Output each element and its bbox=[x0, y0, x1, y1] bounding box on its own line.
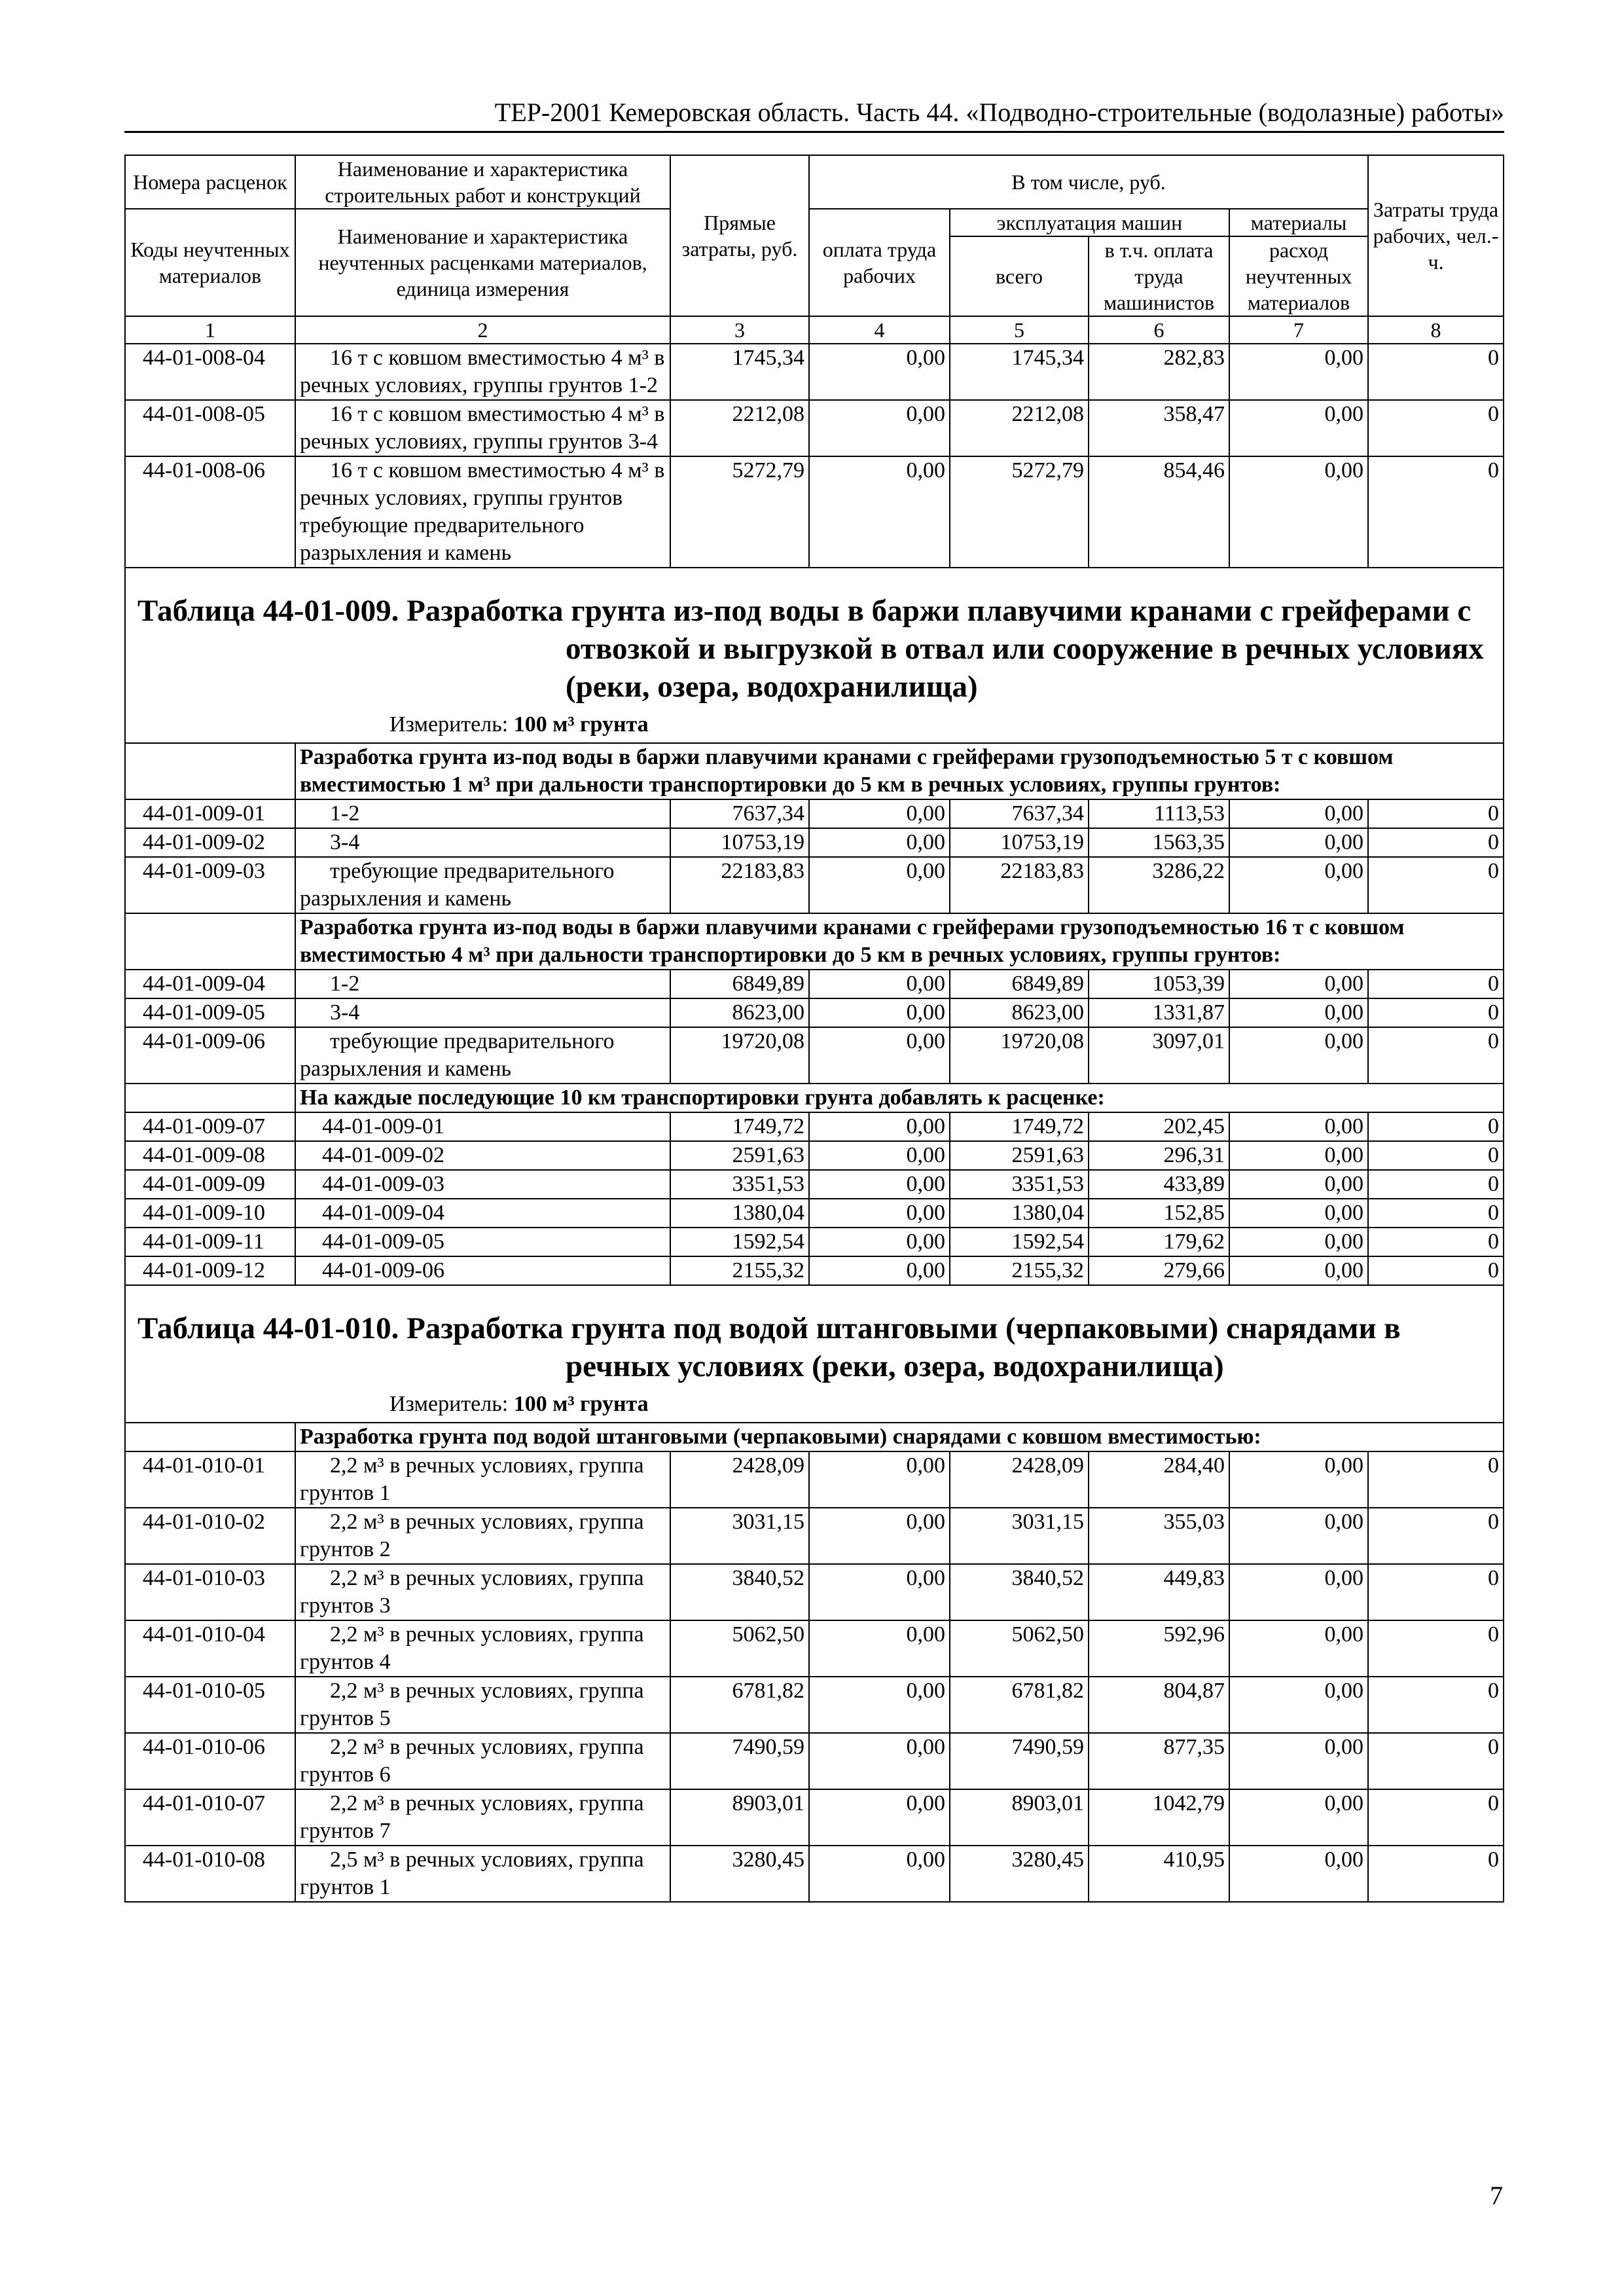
header-rule bbox=[124, 131, 1504, 133]
labor-hours: 0 bbox=[1368, 344, 1504, 400]
subheader-row bbox=[125, 1423, 1504, 1451]
col-header-oplata: оплата труда рабочих bbox=[809, 209, 950, 316]
materials-cost: 0,00 bbox=[1229, 1620, 1368, 1677]
labor-hours: 0 bbox=[1368, 799, 1504, 828]
rate-code: 44-01-009-12 bbox=[125, 1256, 295, 1285]
labor-cost: 0,00 bbox=[809, 1027, 950, 1084]
materials-cost: 0,00 bbox=[1229, 1564, 1368, 1620]
subheader-spacer bbox=[125, 913, 295, 970]
machine-cost: 2428,09 bbox=[950, 1451, 1089, 1508]
rate-name: 16 т с ковшом вместимостью 4 м³ в речных условиях, группы грунтов требующие предварительного разрыхления и камень bbox=[295, 456, 670, 568]
rate-name: 2,2 м³ в речных условиях, группа грунтов 2 bbox=[295, 1508, 670, 1564]
rate-name: 3-4 bbox=[295, 828, 670, 857]
rate-code: 44-01-010-03 bbox=[125, 1564, 295, 1620]
table-row bbox=[125, 1677, 1504, 1733]
table-row bbox=[125, 400, 1504, 456]
direct-cost: 3280,45 bbox=[670, 1846, 809, 1902]
table-row bbox=[125, 1620, 1504, 1677]
machine-cost: 2212,08 bbox=[950, 400, 1089, 456]
materials-cost: 0,00 bbox=[1229, 1141, 1368, 1170]
labor-cost: 0,00 bbox=[809, 1564, 950, 1620]
direct-cost: 2428,09 bbox=[670, 1451, 809, 1508]
labor-hours: 0 bbox=[1368, 1564, 1504, 1620]
column-number: 8 bbox=[1368, 316, 1504, 344]
table-row bbox=[125, 799, 1504, 828]
rate-name: 16 т с ковшом вместимостью 4 м³ в речных условиях, группы грунтов 3-4 bbox=[295, 400, 670, 456]
labor-cost: 0,00 bbox=[809, 998, 950, 1027]
materials-cost: 0,00 bbox=[1229, 1112, 1368, 1141]
rate-name: 44-01-009-01 bbox=[295, 1112, 670, 1141]
subheader-row bbox=[125, 1084, 1504, 1112]
table-row bbox=[125, 1256, 1504, 1285]
table-row bbox=[125, 1141, 1504, 1170]
labor-hours: 0 bbox=[1368, 1199, 1504, 1228]
rate-code: 44-01-009-07 bbox=[125, 1112, 295, 1141]
labor-hours: 0 bbox=[1368, 1141, 1504, 1170]
labor-cost: 0,00 bbox=[809, 1141, 950, 1170]
machinist-labor-cost: 358,47 bbox=[1089, 400, 1229, 456]
rate-code: 44-01-009-03 bbox=[125, 857, 295, 913]
machinist-labor-cost: 3097,01 bbox=[1089, 1027, 1229, 1084]
col-header-nomera: Номера расценок bbox=[125, 155, 295, 209]
direct-cost: 1745,34 bbox=[670, 344, 809, 400]
rate-name: 3-4 bbox=[295, 998, 670, 1027]
machinist-labor-cost: 284,40 bbox=[1089, 1451, 1229, 1508]
machinist-labor-cost: 1331,87 bbox=[1089, 998, 1229, 1027]
table-010-title-row bbox=[125, 1285, 1504, 1423]
unit-label: Измеритель: bbox=[389, 712, 509, 737]
machine-cost: 8903,01 bbox=[950, 1789, 1089, 1846]
materials-cost: 0,00 bbox=[1229, 799, 1368, 828]
labor-cost: 0,00 bbox=[809, 456, 950, 568]
materials-cost: 0,00 bbox=[1229, 1170, 1368, 1199]
table-row bbox=[125, 456, 1504, 568]
table-row bbox=[125, 857, 1504, 913]
machine-cost: 19720,08 bbox=[950, 1027, 1089, 1084]
table-row bbox=[125, 970, 1504, 998]
table-010-unit bbox=[389, 1391, 1491, 1418]
rate-name: 44-01-009-04 bbox=[295, 1199, 670, 1228]
labor-hours: 0 bbox=[1368, 400, 1504, 456]
machine-cost: 2155,32 bbox=[950, 1256, 1089, 1285]
machine-cost: 2591,63 bbox=[950, 1141, 1089, 1170]
materials-cost: 0,00 bbox=[1229, 1846, 1368, 1902]
labor-hours: 0 bbox=[1368, 828, 1504, 857]
labor-hours: 0 bbox=[1368, 970, 1504, 998]
machine-cost: 3031,15 bbox=[950, 1508, 1089, 1564]
table-009-title: Таблица 44-01-009. Разработка грунта из-под воды в баржи плавучими кранами с грейферами с отвозкой и выгрузкой в отвал или сооружение в речных условиях (реки, озера, водохранилища) bbox=[137, 594, 1484, 704]
direct-cost: 7637,34 bbox=[670, 799, 809, 828]
col-header-zatraty: Затраты труда рабочих, чел.-ч. bbox=[1368, 155, 1504, 316]
table-row bbox=[125, 1733, 1504, 1789]
labor-hours: 0 bbox=[1368, 1451, 1504, 1508]
column-number: 4 bbox=[809, 316, 950, 344]
labor-cost: 0,00 bbox=[809, 344, 950, 400]
rate-name: 1-2 bbox=[295, 970, 670, 998]
direct-cost: 5272,79 bbox=[670, 456, 809, 568]
machine-cost: 7490,59 bbox=[950, 1733, 1089, 1789]
rate-code: 44-01-010-04 bbox=[125, 1620, 295, 1677]
col-header-kody: Коды неучтенных материалов bbox=[125, 209, 295, 316]
direct-cost: 2591,63 bbox=[670, 1141, 809, 1170]
column-number: 5 bbox=[950, 316, 1089, 344]
rate-name: 2,2 м³ в речных условиях, группа грунтов 3 bbox=[295, 1564, 670, 1620]
machinist-labor-cost: 152,85 bbox=[1089, 1199, 1229, 1228]
column-number: 1 bbox=[125, 316, 295, 344]
machinist-labor-cost: 355,03 bbox=[1089, 1508, 1229, 1564]
machine-cost: 6849,89 bbox=[950, 970, 1089, 998]
machinist-labor-cost: 296,31 bbox=[1089, 1141, 1229, 1170]
col-header-pryamye: Прямые затраты, руб. bbox=[670, 155, 809, 316]
table-row bbox=[125, 1564, 1504, 1620]
col-header-v-t-ch: в т.ч. оплата труда машинистов bbox=[1089, 236, 1229, 316]
materials-cost: 0,00 bbox=[1229, 400, 1368, 456]
machine-cost: 1745,34 bbox=[950, 344, 1089, 400]
machine-cost: 6781,82 bbox=[950, 1677, 1089, 1733]
rate-code: 44-01-009-01 bbox=[125, 799, 295, 828]
rate-code: 44-01-009-11 bbox=[125, 1228, 295, 1256]
direct-cost: 6849,89 bbox=[670, 970, 809, 998]
labor-cost: 0,00 bbox=[809, 1733, 950, 1789]
column-number: 2 bbox=[295, 316, 670, 344]
machine-cost: 3280,45 bbox=[950, 1846, 1089, 1902]
labor-cost: 0,00 bbox=[809, 1199, 950, 1228]
rate-name: 44-01-009-05 bbox=[295, 1228, 670, 1256]
labor-hours: 0 bbox=[1368, 1789, 1504, 1846]
machinist-labor-cost: 1113,53 bbox=[1089, 799, 1229, 828]
column-number: 3 bbox=[670, 316, 809, 344]
labor-hours: 0 bbox=[1368, 998, 1504, 1027]
col-header-v-tom-chisle: В том числе, руб. bbox=[809, 155, 1368, 209]
rate-code: 44-01-008-05 bbox=[125, 400, 295, 456]
labor-cost: 0,00 bbox=[809, 1451, 950, 1508]
machine-cost: 1592,54 bbox=[950, 1228, 1089, 1256]
table-010-title: Таблица 44-01-010. Разработка грунта под водой штанговыми (черпаковыми) снарядами в речных условиях (реки, озера, водохранилища) bbox=[137, 1311, 1401, 1383]
rate-code: 44-01-008-04 bbox=[125, 344, 295, 400]
unit-value: 100 м³ грунта bbox=[513, 712, 649, 737]
rate-code: 44-01-010-06 bbox=[125, 1733, 295, 1789]
col-header-rashod: расход неучтенных материалов bbox=[1229, 236, 1368, 316]
direct-cost: 22183,83 bbox=[670, 857, 809, 913]
labor-cost: 0,00 bbox=[809, 1508, 950, 1564]
machine-cost: 3840,52 bbox=[950, 1564, 1089, 1620]
table-009-title-row bbox=[125, 568, 1504, 743]
table-009-title-cell bbox=[125, 568, 1504, 743]
table-row bbox=[125, 1789, 1504, 1846]
rate-name: 44-01-009-02 bbox=[295, 1141, 670, 1170]
col-header-naimenovanie-materialov: Наименование и характеристика неучтенных расценками материалов, единица измерения bbox=[295, 209, 670, 316]
rate-code: 44-01-009-09 bbox=[125, 1170, 295, 1199]
rate-code: 44-01-010-02 bbox=[125, 1508, 295, 1564]
labor-cost: 0,00 bbox=[809, 857, 950, 913]
labor-cost: 0,00 bbox=[809, 1256, 950, 1285]
labor-hours: 0 bbox=[1368, 1228, 1504, 1256]
machinist-labor-cost: 410,95 bbox=[1089, 1846, 1229, 1902]
subheader-text: Разработка грунта из-под воды в баржи плавучими кранами с грейферами грузоподъемностью 5 т с ковшом вместимостью 1 м³ при дальности транспортировки до 5 км в речных условиях, группы грунтов: bbox=[295, 743, 1504, 799]
machinist-labor-cost: 279,66 bbox=[1089, 1256, 1229, 1285]
rate-name: требующие предварительного разрыхления и камень bbox=[295, 1027, 670, 1084]
labor-hours: 0 bbox=[1368, 1846, 1504, 1902]
materials-cost: 0,00 bbox=[1229, 1256, 1368, 1285]
materials-cost: 0,00 bbox=[1229, 998, 1368, 1027]
direct-cost: 6781,82 bbox=[670, 1677, 809, 1733]
direct-cost: 3840,52 bbox=[670, 1564, 809, 1620]
machinist-labor-cost: 3286,22 bbox=[1089, 857, 1229, 913]
labor-cost: 0,00 bbox=[809, 970, 950, 998]
rate-code: 44-01-008-06 bbox=[125, 456, 295, 568]
direct-cost: 3031,15 bbox=[670, 1508, 809, 1564]
machine-cost: 1380,04 bbox=[950, 1199, 1089, 1228]
rate-code: 44-01-010-08 bbox=[125, 1846, 295, 1902]
col-header-materialy: материалы bbox=[1229, 209, 1368, 236]
machine-cost: 22183,83 bbox=[950, 857, 1089, 913]
labor-hours: 0 bbox=[1368, 857, 1504, 913]
machine-cost: 10753,19 bbox=[950, 828, 1089, 857]
direct-cost: 2155,32 bbox=[670, 1256, 809, 1285]
rate-name: 2,2 м³ в речных условиях, группа грунтов 1 bbox=[295, 1451, 670, 1508]
document-header-title: ТЕР-2001 Кемеровская область. Часть 44. «Подводно-строительные (водолазные) работы» bbox=[494, 98, 1504, 127]
subheader-row bbox=[125, 913, 1504, 970]
labor-hours: 0 bbox=[1368, 1733, 1504, 1789]
labor-hours: 0 bbox=[1368, 1027, 1504, 1084]
unit-label: Измеритель: bbox=[389, 1392, 509, 1416]
rate-name: 1-2 bbox=[295, 799, 670, 828]
labor-hours: 0 bbox=[1368, 1677, 1504, 1733]
table-row bbox=[125, 1451, 1504, 1508]
table-row bbox=[125, 1228, 1504, 1256]
labor-hours: 0 bbox=[1368, 1508, 1504, 1564]
materials-cost: 0,00 bbox=[1229, 456, 1368, 568]
rate-code: 44-01-009-04 bbox=[125, 970, 295, 998]
direct-cost: 7490,59 bbox=[670, 1733, 809, 1789]
col-header-naimenovanie: Наименование и характеристика строительных работ и конструкций bbox=[295, 155, 670, 209]
column-number: 7 bbox=[1229, 316, 1368, 344]
materials-cost: 0,00 bbox=[1229, 344, 1368, 400]
rate-name: 2,5 м³ в речных условиях, группа грунтов 1 bbox=[295, 1846, 670, 1902]
rate-code: 44-01-009-08 bbox=[125, 1141, 295, 1170]
table-row bbox=[125, 1170, 1504, 1199]
table-009-unit bbox=[389, 711, 1491, 738]
labor-hours: 0 bbox=[1368, 1170, 1504, 1199]
labor-hours: 0 bbox=[1368, 1112, 1504, 1141]
machinist-labor-cost: 854,46 bbox=[1089, 456, 1229, 568]
machine-cost: 8623,00 bbox=[950, 998, 1089, 1027]
rate-code: 44-01-009-06 bbox=[125, 1027, 295, 1084]
price-table-frame bbox=[124, 155, 1503, 1903]
direct-cost: 19720,08 bbox=[670, 1027, 809, 1084]
direct-cost: 1592,54 bbox=[670, 1228, 809, 1256]
rate-code: 44-01-009-10 bbox=[125, 1199, 295, 1228]
direct-cost: 1749,72 bbox=[670, 1112, 809, 1141]
machine-cost: 1749,72 bbox=[950, 1112, 1089, 1141]
machine-cost: 5062,50 bbox=[950, 1620, 1089, 1677]
col-header-vsego: всего bbox=[950, 236, 1089, 316]
table-row bbox=[125, 1112, 1504, 1141]
rate-name: требующие предварительного разрыхления и камень bbox=[295, 857, 670, 913]
labor-cost: 0,00 bbox=[809, 1846, 950, 1902]
machinist-labor-cost: 449,83 bbox=[1089, 1564, 1229, 1620]
table-row bbox=[125, 344, 1504, 400]
machine-cost: 3351,53 bbox=[950, 1170, 1089, 1199]
materials-cost: 0,00 bbox=[1229, 1677, 1368, 1733]
rate-name: 44-01-009-03 bbox=[295, 1170, 670, 1199]
labor-hours: 0 bbox=[1368, 1256, 1504, 1285]
direct-cost: 2212,08 bbox=[670, 400, 809, 456]
labor-cost: 0,00 bbox=[809, 1677, 950, 1733]
direct-cost: 5062,50 bbox=[670, 1620, 809, 1677]
machinist-labor-cost: 433,89 bbox=[1089, 1170, 1229, 1199]
subheader-text: На каждые последующие 10 км транспортировки грунта добавлять к расценке: bbox=[295, 1084, 1504, 1112]
labor-cost: 0,00 bbox=[809, 400, 950, 456]
machinist-labor-cost: 877,35 bbox=[1089, 1733, 1229, 1789]
subheader-text: Разработка грунта из-под воды в баржи плавучими кранами с грейферами грузоподъемностью 16 т с ковшом вместимостью 4 м³ при дальности транспортировки до 5 км в речных условиях, группы грунтов: bbox=[295, 913, 1504, 970]
table-row bbox=[125, 1508, 1504, 1564]
labor-cost: 0,00 bbox=[809, 1620, 950, 1677]
rate-name: 2,2 м³ в речных условиях, группа грунтов 6 bbox=[295, 1733, 670, 1789]
header-row-1 bbox=[125, 155, 1504, 209]
materials-cost: 0,00 bbox=[1229, 1733, 1368, 1789]
unit-value: 100 м³ грунта bbox=[513, 1392, 649, 1416]
machinist-labor-cost: 179,62 bbox=[1089, 1228, 1229, 1256]
machinist-labor-cost: 282,83 bbox=[1089, 344, 1229, 400]
subheader-text: Разработка грунта под водой штанговыми (черпаковыми) снарядами с ковшом вместимостью: bbox=[295, 1423, 1504, 1451]
direct-cost: 3351,53 bbox=[670, 1170, 809, 1199]
labor-hours: 0 bbox=[1368, 1620, 1504, 1677]
table-row bbox=[125, 1027, 1504, 1084]
direct-cost: 8903,01 bbox=[670, 1789, 809, 1846]
table-row bbox=[125, 1846, 1504, 1902]
price-table bbox=[124, 155, 1504, 1903]
machinist-labor-cost: 804,87 bbox=[1089, 1677, 1229, 1733]
subheader-row bbox=[125, 743, 1504, 799]
materials-cost: 0,00 bbox=[1229, 857, 1368, 913]
rate-name: 2,2 м³ в речных условиях, группа грунтов 4 bbox=[295, 1620, 670, 1677]
materials-cost: 0,00 bbox=[1229, 1451, 1368, 1508]
table-row bbox=[125, 828, 1504, 857]
materials-cost: 0,00 bbox=[1229, 970, 1368, 998]
labor-cost: 0,00 bbox=[809, 1789, 950, 1846]
price-table-body bbox=[125, 155, 1504, 1902]
machine-cost: 7637,34 bbox=[950, 799, 1089, 828]
rate-name: 2,2 м³ в речных условиях, группа грунтов 5 bbox=[295, 1677, 670, 1733]
header-row-2 bbox=[125, 209, 1504, 236]
rate-code: 44-01-009-02 bbox=[125, 828, 295, 857]
labor-cost: 0,00 bbox=[809, 828, 950, 857]
table-row bbox=[125, 998, 1504, 1027]
direct-cost: 8623,00 bbox=[670, 998, 809, 1027]
direct-cost: 10753,19 bbox=[670, 828, 809, 857]
table-010-title-cell bbox=[125, 1285, 1504, 1423]
materials-cost: 0,00 bbox=[1229, 828, 1368, 857]
rate-name: 16 т с ковшом вместимостью 4 м³ в речных условиях, группы грунтов 1-2 bbox=[295, 344, 670, 400]
materials-cost: 0,00 bbox=[1229, 1789, 1368, 1846]
materials-cost: 0,00 bbox=[1229, 1228, 1368, 1256]
subheader-spacer bbox=[125, 1084, 295, 1112]
subheader-spacer bbox=[125, 743, 295, 799]
machinist-labor-cost: 202,45 bbox=[1089, 1112, 1229, 1141]
rate-code: 44-01-010-05 bbox=[125, 1677, 295, 1733]
materials-cost: 0,00 bbox=[1229, 1027, 1368, 1084]
labor-cost: 0,00 bbox=[809, 1228, 950, 1256]
rate-code: 44-01-010-07 bbox=[125, 1789, 295, 1846]
machine-cost: 5272,79 bbox=[950, 456, 1089, 568]
machinist-labor-cost: 592,96 bbox=[1089, 1620, 1229, 1677]
rate-code: 44-01-010-01 bbox=[125, 1451, 295, 1508]
machinist-labor-cost: 1563,35 bbox=[1089, 828, 1229, 857]
labor-cost: 0,00 bbox=[809, 1170, 950, 1199]
materials-cost: 0,00 bbox=[1229, 1199, 1368, 1228]
direct-cost: 1380,04 bbox=[670, 1199, 809, 1228]
page-number: 7 bbox=[1490, 2181, 1503, 2210]
rate-name: 2,2 м³ в речных условиях, группа грунтов 7 bbox=[295, 1789, 670, 1846]
labor-cost: 0,00 bbox=[809, 799, 950, 828]
column-numbers-row bbox=[125, 316, 1504, 344]
col-header-ekspluatatsiya: эксплуатация машин bbox=[950, 209, 1229, 236]
rate-code: 44-01-009-05 bbox=[125, 998, 295, 1027]
machinist-labor-cost: 1042,79 bbox=[1089, 1789, 1229, 1846]
machinist-labor-cost: 1053,39 bbox=[1089, 970, 1229, 998]
subheader-spacer bbox=[125, 1423, 295, 1451]
rate-name: 44-01-009-06 bbox=[295, 1256, 670, 1285]
table-row bbox=[125, 1199, 1504, 1228]
labor-cost: 0,00 bbox=[809, 1112, 950, 1141]
column-number: 6 bbox=[1089, 316, 1229, 344]
materials-cost: 0,00 bbox=[1229, 1508, 1368, 1564]
labor-hours: 0 bbox=[1368, 456, 1504, 568]
